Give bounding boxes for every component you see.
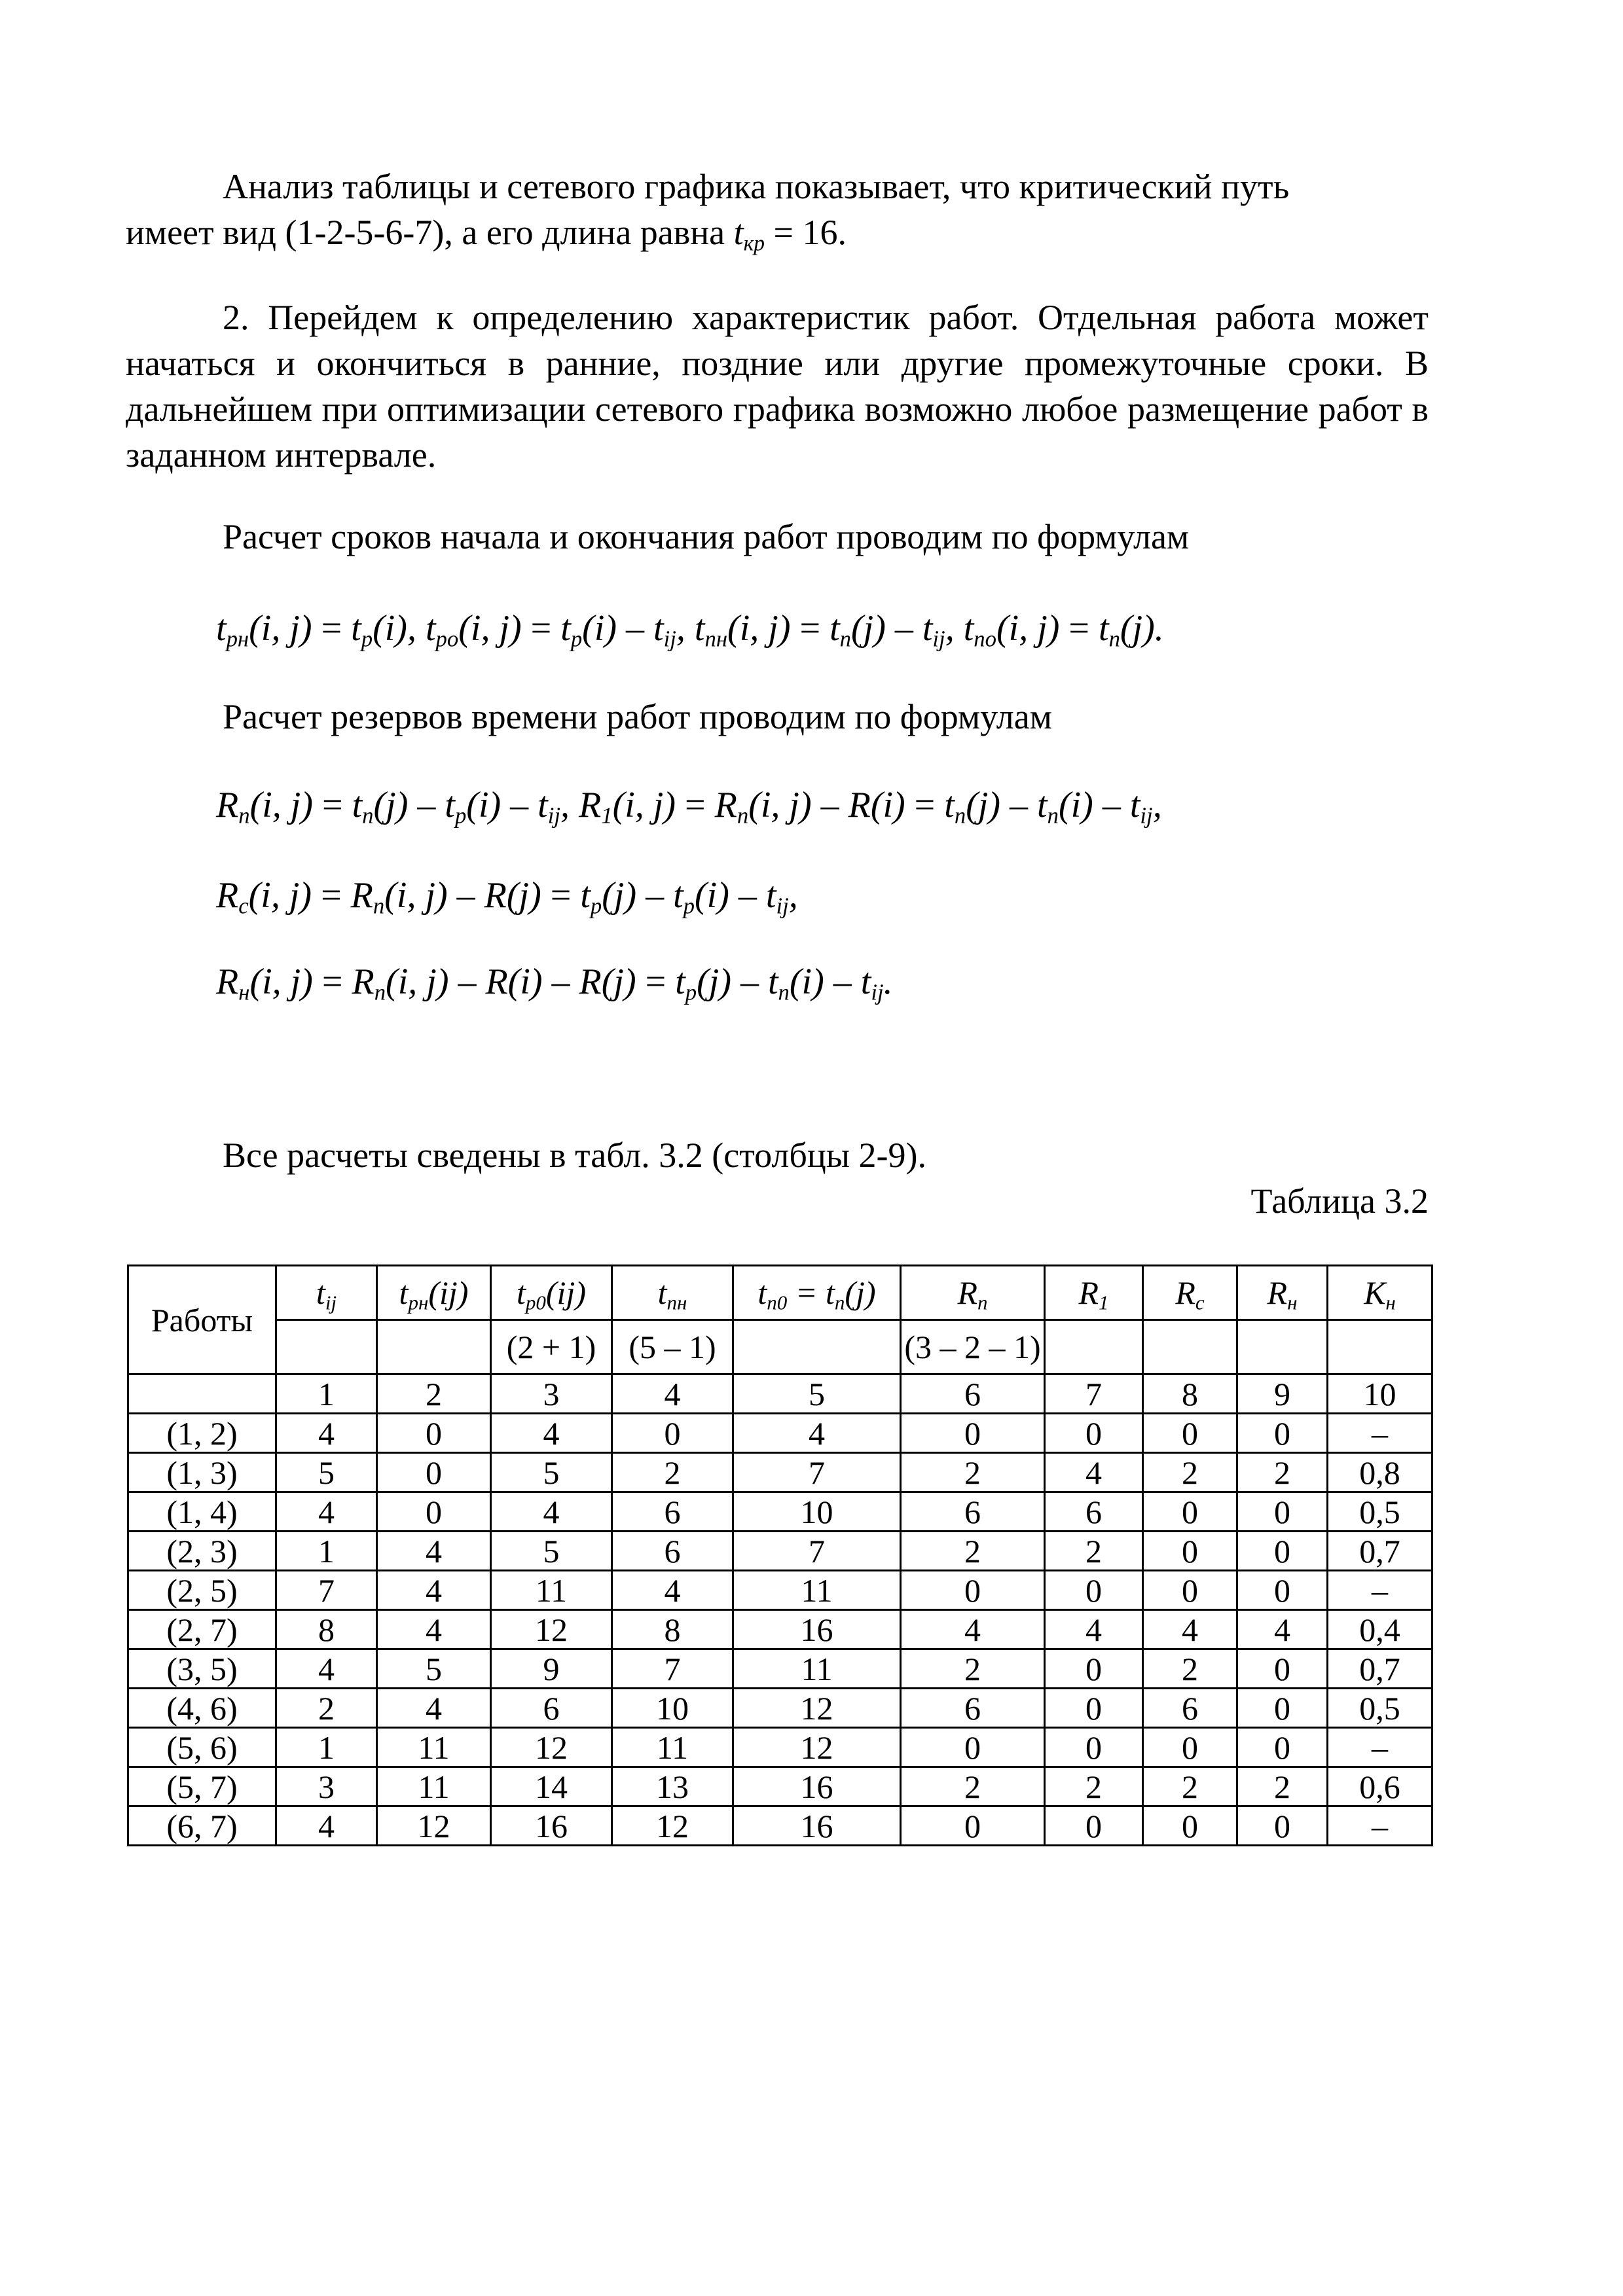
calc-terms-intro: Расчет сроков начала и окончания работ проводим по формулам [223,517,1190,556]
table-cell: – [1328,1571,1432,1610]
table-cell: 0 [1237,1806,1328,1846]
formula-reserve-free: $R_с(i$, $j) = R_п(i$, $j) - R(j) = t_р(j) - t_р(i) - t_{ij}$, [216,875,798,919]
table-cell: 6 [1143,1689,1237,1728]
col-number: 1 [276,1374,377,1414]
table-cell: 0 [901,1571,1045,1610]
table-cell: 12 [491,1728,612,1767]
table-cell: 6 [901,1689,1045,1728]
table-cell: – [1328,1806,1432,1846]
table-cell: 2 [1143,1767,1237,1806]
table-cell: 0 [1237,1571,1328,1610]
work-label: (5, 6) [128,1728,276,1767]
table-cell: 5 [276,1453,377,1492]
table-cell: 7 [276,1571,377,1610]
table-cell: 10 [612,1689,733,1728]
col-formula [733,1320,901,1374]
header-row-numbers [128,1374,1432,1414]
table-cell: 0 [377,1492,491,1532]
table-cell: 4 [1045,1610,1143,1649]
table-cell: 4 [276,1806,377,1846]
work-label: (2, 3) [128,1532,276,1571]
table-cell: 12 [733,1728,901,1767]
work-label: (1, 3) [128,1453,276,1492]
table-cell: 8 [276,1610,377,1649]
table-row [128,1806,1432,1846]
table-cell: 0 [1045,1571,1143,1610]
table-row [128,1728,1432,1767]
col-number: 9 [1237,1374,1328,1414]
table-cell: 4 [377,1610,491,1649]
table-cell: 4 [276,1414,377,1453]
table-row [128,1414,1432,1453]
work-characteristics-table [127,1265,1433,1846]
row-header-works: Работы [128,1266,276,1374]
work-label: (5, 7) [128,1767,276,1806]
table-cell: 9 [491,1649,612,1689]
table-cell: 4 [377,1571,491,1610]
table-cell: 0 [1045,1649,1143,1689]
work-label: (6, 7) [128,1806,276,1846]
table-cell: 3 [276,1767,377,1806]
table-cell: 7 [612,1649,733,1689]
table-row [128,1767,1432,1806]
table-cell: 0 [901,1414,1045,1453]
table-cell: 5 [491,1453,612,1492]
table-cell: 11 [491,1571,612,1610]
intro-paragraph [126,164,1429,255]
table-cell: 4 [612,1571,733,1610]
table-row [128,1689,1432,1728]
col-number: 4 [612,1374,733,1414]
col-header-rp: $R_п$ [901,1266,1045,1320]
table-cell: 0 [1143,1492,1237,1532]
col-header-rc: $R_с$ [1143,1266,1237,1320]
table-cell: 16 [733,1767,901,1806]
table-cell: 0 [901,1728,1045,1767]
table-cell: 0,4 [1328,1610,1432,1649]
work-label: (1, 2) [128,1414,276,1453]
table-cell: 2 [901,1649,1045,1689]
table-reference-line: Все расчеты сведены в табл. 3.2 (столбцы 2-9). [223,1136,926,1175]
table-row [128,1610,1432,1649]
col-formula: (3 – 2 – 1) [901,1320,1045,1374]
table-cell: 6 [491,1689,612,1728]
table-cell: 0 [1143,1728,1237,1767]
table-cell: 11 [733,1571,901,1610]
table-cell: 12 [733,1689,901,1728]
table-row [128,1532,1432,1571]
work-label: (2, 5) [128,1571,276,1610]
table-cell: 0 [1237,1414,1328,1453]
intro-line-1: Анализ таблицы и сетевого графика показывает, что критический путь [223,167,1290,206]
table-cell: 0 [1237,1649,1328,1689]
table-cell: 16 [733,1610,901,1649]
col-number: 8 [1143,1374,1237,1414]
col-header-tro: $t_{р0}(ij)$ [491,1266,612,1320]
col-header-tpo: $t_{п0} = t_п(j)$ [733,1266,901,1320]
table-cell: 0 [1143,1414,1237,1453]
table-row [128,1453,1432,1492]
calc-reserves-intro: Расчет резервов времени работ проводим по формулам [223,697,1052,736]
table-cell: 4 [276,1649,377,1689]
table-cell: 0,5 [1328,1492,1432,1532]
col-formula [377,1320,491,1374]
table-cell: 0 [1237,1492,1328,1532]
work-label: (4, 6) [128,1689,276,1728]
col-formula: (2 + 1) [491,1320,612,1374]
table-cell: 2 [1143,1649,1237,1689]
table-cell: 0 [612,1414,733,1453]
section-2-paragraph: 2. Перейдем к определению характеристик работ. Отдельная работа может начаться и окончиться в ранние, поздние или другие промежуточные сроки. В дальнейшем при оптимизации сетевого графика возможно любое размещение работ в заданном интервале. [126,298,1429,475]
table-cell: 4 [1045,1453,1143,1492]
table-cell: 2 [901,1767,1045,1806]
table-cell: 0 [1045,1689,1143,1728]
table-cell: 2 [901,1453,1045,1492]
table-body [128,1414,1432,1846]
table-cell: 12 [377,1806,491,1846]
table-cell: 6 [612,1492,733,1532]
table-cell: 4 [901,1610,1045,1649]
table-cell: 2 [276,1689,377,1728]
table-cell: 8 [612,1610,733,1649]
col-number: 10 [1328,1374,1432,1414]
col-header-tpn: $t_{пн}$ [612,1266,733,1320]
table-cell: 0 [901,1806,1045,1846]
table-cell: 0 [1143,1571,1237,1610]
table-cell: 4 [491,1414,612,1453]
table-cell: 0 [1237,1532,1328,1571]
table-cell: 12 [612,1806,733,1846]
work-label: (1, 4) [128,1492,276,1532]
table-cell: 4 [377,1689,491,1728]
col-formula [1143,1320,1237,1374]
table-cell: 2 [1045,1532,1143,1571]
formula-reserve-independent: $R_н(i$, $j) = R_п(i$, $j) - R(i) - R(j) = t_р(j) - t_п(i) - t_{ij}$. [216,961,893,1005]
col-number: 5 [733,1374,901,1414]
table-row [128,1571,1432,1610]
table-cell: 0 [1045,1414,1143,1453]
table-cell: 0 [1045,1728,1143,1767]
table-cell: 16 [733,1806,901,1846]
table-cell: 7 [733,1453,901,1492]
col-number: 6 [901,1374,1045,1414]
intro-line-2-start: имеет вид (1-2-5-6-7), а его длина равна [126,213,734,252]
table-cell: 1 [276,1532,377,1571]
table-cell: 4 [1143,1610,1237,1649]
table-cell: 10 [733,1492,901,1532]
col-formula [1328,1320,1432,1374]
table-cell: 7 [733,1532,901,1571]
table-cell: 12 [491,1610,612,1649]
table-row [128,1649,1432,1689]
table-cell: 0 [1143,1806,1237,1846]
empty-cell [128,1374,276,1414]
table-cell: 0,8 [1328,1453,1432,1492]
table-cell: 2 [612,1453,733,1492]
table-cell: 13 [612,1767,733,1806]
col-header-tij: $t_{ij}$ [276,1266,377,1320]
table-cell: 1 [276,1728,377,1767]
table-cell: 0,7 [1328,1532,1432,1571]
table-cell: 0,7 [1328,1649,1432,1689]
col-number: 7 [1045,1374,1143,1414]
formula-work-terms: $t_{рн}(i$, $j) = t_р(i)$, $t_{ро}(i$, $j) = t_р(i) - t_{ij}$, $t_{пн}(i$, $j) = t_п(j) - t_{ij}$, $t_{по}(i$, $j) = t_п(j)$. [216,608,1164,652]
table-cell: 5 [491,1532,612,1571]
col-header-r1: $R_1$ [1045,1266,1143,1320]
table-cell: 0 [1143,1532,1237,1571]
table-cell: 2 [1045,1767,1143,1806]
col-header-rn: $R_н$ [1237,1266,1328,1320]
table-cell: 4 [1237,1610,1328,1649]
table-cell: 4 [733,1414,901,1453]
critical-path-length-symbol: $t_{кр}$ [733,213,765,256]
table-cell: 11 [377,1728,491,1767]
table-cell: 11 [733,1649,901,1689]
table-cell: 0 [1237,1689,1328,1728]
col-number: 3 [491,1374,612,1414]
table-cell: 0 [1045,1806,1143,1846]
table-cell: 0,6 [1328,1767,1432,1806]
table-cell: 6 [612,1532,733,1571]
table-cell: – [1328,1728,1432,1767]
table-cell: 0 [377,1414,491,1453]
table-caption: Таблица 3.2 [1250,1181,1429,1221]
table-cell: 4 [491,1492,612,1532]
table-cell: 4 [377,1532,491,1571]
col-formula [1045,1320,1143,1374]
col-header-trn: $t_{рн}(ij)$ [377,1266,491,1320]
table-cell: 6 [1045,1492,1143,1532]
table-cell: 11 [377,1767,491,1806]
work-label: (3, 5) [128,1649,276,1689]
formula-reserves-full-and-first: $R_п(i$, $j) = t_п(j) - t_р(i) - t_{ij}$, $R_1(i$, $j) = R_п(i$, $j) - R(i) = t_п(j) - t_п(i) - t_{ij}$, [216,785,1162,829]
col-formula [276,1320,377,1374]
header-row-formulas [128,1320,1432,1374]
table-row [128,1492,1432,1532]
table-cell: 0,5 [1328,1689,1432,1728]
header-row-names [128,1266,1432,1320]
table-cell: 5 [377,1649,491,1689]
col-number: 2 [377,1374,491,1414]
col-formula [1237,1320,1328,1374]
intro-line-2-end: = 16. [765,213,847,252]
table-cell: 14 [491,1767,612,1806]
table-cell: 2 [1237,1767,1328,1806]
table-cell: 0 [1237,1728,1328,1767]
work-label: (2, 7) [128,1610,276,1649]
table-cell: – [1328,1414,1432,1453]
table-cell: 4 [276,1492,377,1532]
table-cell: 6 [901,1492,1045,1532]
table-cell: 2 [901,1532,1045,1571]
table-cell: 11 [612,1728,733,1767]
col-formula: (5 – 1) [612,1320,733,1374]
col-header-kn: $К_н$ [1328,1266,1432,1320]
table-cell: 2 [1237,1453,1328,1492]
table-cell: 2 [1143,1453,1237,1492]
table-cell: 16 [491,1806,612,1846]
table-cell: 0 [377,1453,491,1492]
